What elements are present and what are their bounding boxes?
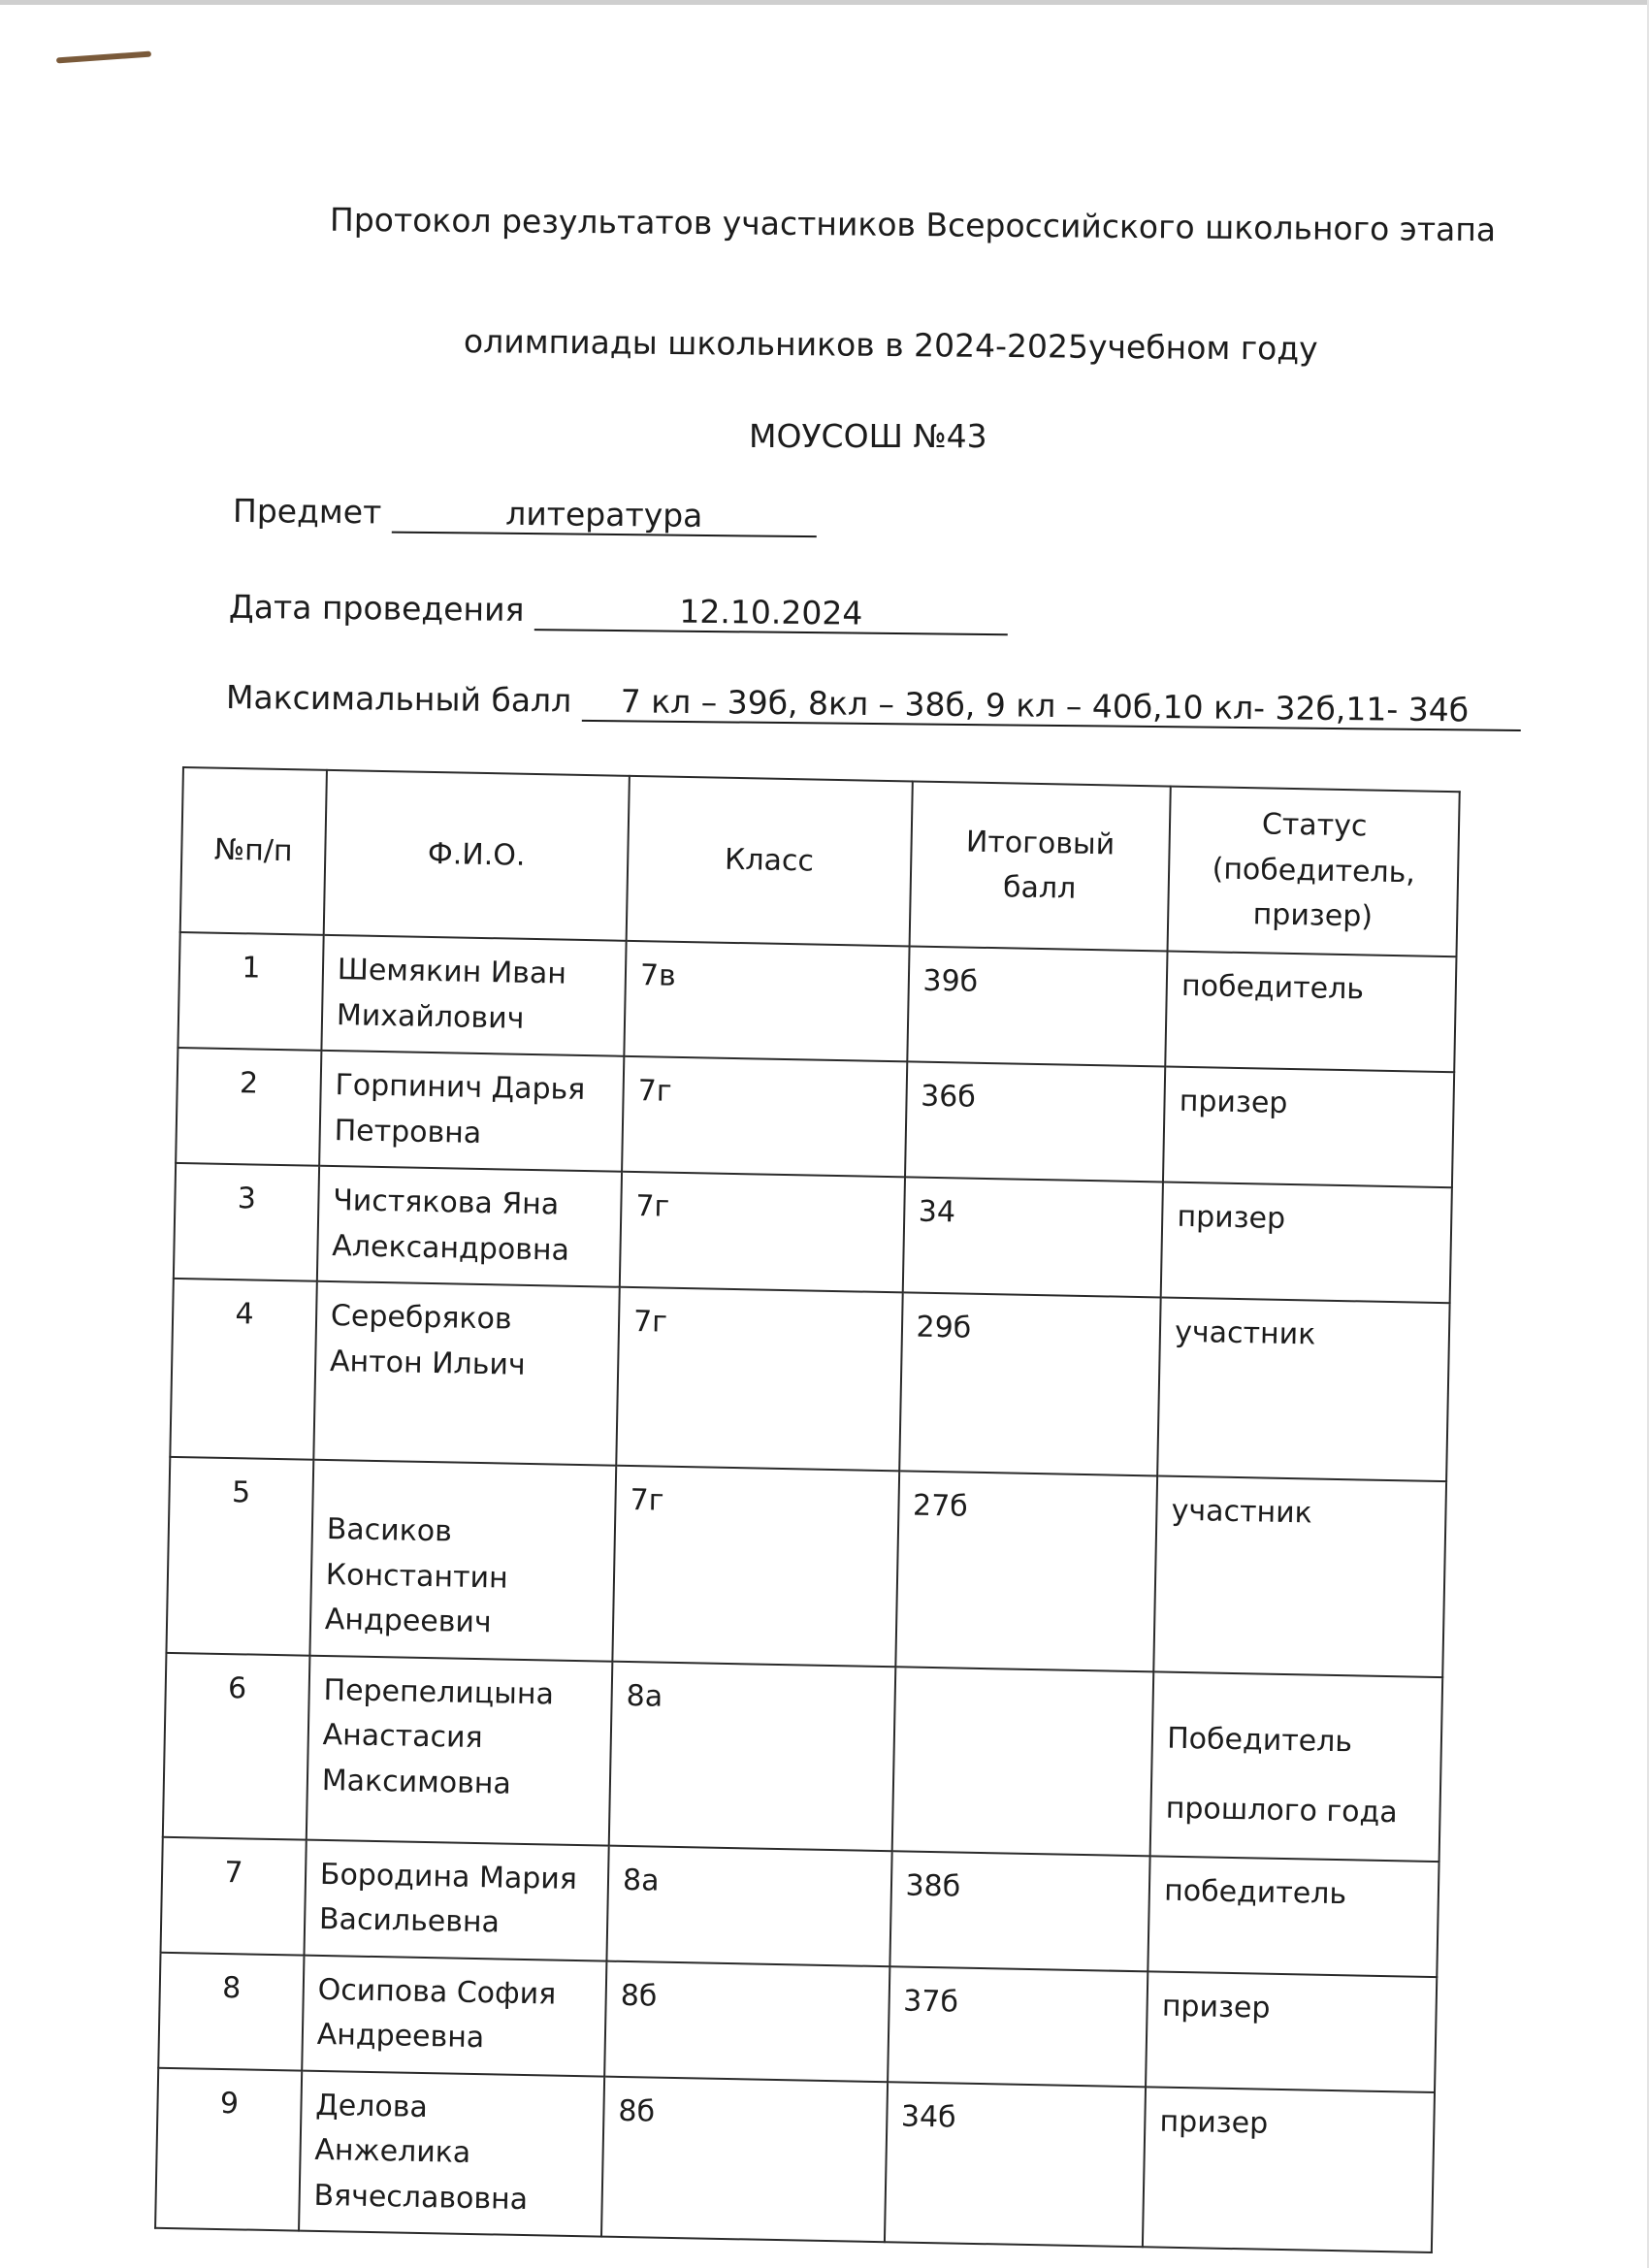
participant-status: участник — [1157, 1297, 1449, 1481]
participant-name-text: Осипова София Андреевна — [316, 1972, 557, 2056]
table-row — [155, 2067, 1435, 2252]
participant-grade: 7в — [624, 941, 909, 1062]
subject-value: литература — [392, 494, 817, 538]
participant-score: 29б — [899, 1292, 1161, 1475]
participant-grade: 7г — [612, 1466, 898, 1667]
pen-mark — [56, 51, 151, 64]
participant-status: участник — [1154, 1475, 1447, 1676]
participant-name — [299, 2070, 604, 2236]
participant-name-text: Серебряков Антон Ильич — [329, 1299, 527, 1382]
participant-status: призер — [1161, 1182, 1452, 1303]
max-score-field — [226, 678, 1521, 731]
table-row — [163, 1652, 1442, 1861]
row-number: 6 — [163, 1652, 309, 1839]
participant-score: 39б — [907, 946, 1168, 1066]
participant-name — [307, 1655, 613, 1845]
school-name: МОУСОШ №43 — [749, 417, 987, 455]
participant-status: победитель — [1148, 1856, 1439, 1977]
participant-status: призер — [1146, 1971, 1437, 2092]
column-header-status: Статус (победитель, призер) — [1168, 787, 1460, 957]
subject-label: Предмет — [232, 491, 382, 532]
table-header-row — [180, 767, 1460, 956]
results-table-wrapper — [154, 766, 1461, 2253]
participant-name-text: Васиков Константин Андреевич — [324, 1512, 508, 1640]
column-header-score: Итоговый балл — [909, 781, 1171, 951]
participant-score: 34б — [884, 2082, 1146, 2248]
participant-status: призер — [1163, 1067, 1454, 1188]
date-field — [229, 588, 1008, 635]
participant-name — [304, 1839, 608, 1960]
participant-name-text: Горпинич Дарья Петровна — [334, 1068, 586, 1150]
row-number: 3 — [174, 1163, 319, 1281]
participant-status — [1150, 1671, 1442, 1862]
column-header-number: №п/п — [180, 767, 327, 935]
max-score-value: 7 кл – 39б, 8кл – 38б, 9 кл – 40б,10 кл- 32б,11- 34б — [582, 682, 1521, 731]
date-label: Дата проведения — [228, 587, 525, 629]
row-number: 7 — [161, 1836, 307, 1955]
participant-grade: 7г — [616, 1287, 902, 1472]
participant-grade: 8а — [606, 1845, 891, 1966]
row-number: 4 — [170, 1279, 316, 1460]
results-table — [154, 766, 1461, 2253]
participant-score: 27б — [895, 1471, 1158, 1671]
participant-score — [891, 1667, 1153, 1856]
participant-name-text: Шемякин Иван Михайлович — [336, 953, 567, 1036]
participant-grade: 8а — [609, 1661, 895, 1851]
participant-name-text: Делова Анжелика Вячеславовна — [313, 2088, 529, 2217]
subject-field — [233, 492, 817, 537]
participant-grade: 7г — [620, 1172, 905, 1293]
column-header-grade: Класс — [627, 776, 913, 947]
participant-score: 36б — [905, 1061, 1166, 1182]
row-number: 1 — [178, 932, 323, 1051]
participant-name-text: Перепелицына Анастасия Максимовна — [321, 1672, 555, 1801]
table-row — [170, 1279, 1449, 1481]
participant-name — [302, 1955, 606, 2076]
participant-score: 37б — [888, 1966, 1148, 2087]
participant-name — [313, 1281, 620, 1466]
participant-name — [317, 1166, 622, 1287]
row-number: 5 — [166, 1457, 313, 1655]
row-number: 2 — [176, 1048, 321, 1166]
participant-score: 34 — [902, 1177, 1163, 1297]
participant-status: победитель — [1165, 952, 1456, 1073]
participant-grade: 7г — [622, 1056, 907, 1178]
row-number: 8 — [158, 1952, 304, 2070]
row-number: 9 — [155, 2067, 302, 2230]
participant-status-text: Победитель прошлого года — [1165, 1721, 1398, 1830]
participant-status: призер — [1143, 2087, 1435, 2252]
date-value: 12.10.2024 — [534, 591, 1008, 635]
participant-score: 38б — [889, 1851, 1150, 1971]
participant-grade: 8б — [604, 1960, 889, 2082]
participant-name — [309, 1460, 616, 1661]
participant-name-text: Чистякова Яна Александровна — [332, 1183, 570, 1268]
participant-name-text: Бородина Мария Васильевна — [318, 1857, 578, 1940]
protocol-subtitle: олимпиады школьников в 2024-2025учебном году — [463, 322, 1318, 368]
protocol-title: Протокол результатов участников Всероссийского школьного этапа — [329, 200, 1497, 249]
participant-name — [321, 935, 626, 1056]
table-row — [166, 1457, 1446, 1677]
scan-edge-top — [0, 0, 1649, 5]
participant-grade: 8б — [601, 2076, 888, 2242]
participant-name — [319, 1051, 624, 1172]
max-score-label: Максимальный балл — [225, 678, 572, 720]
column-header-name: Ф.И.О. — [324, 770, 630, 941]
